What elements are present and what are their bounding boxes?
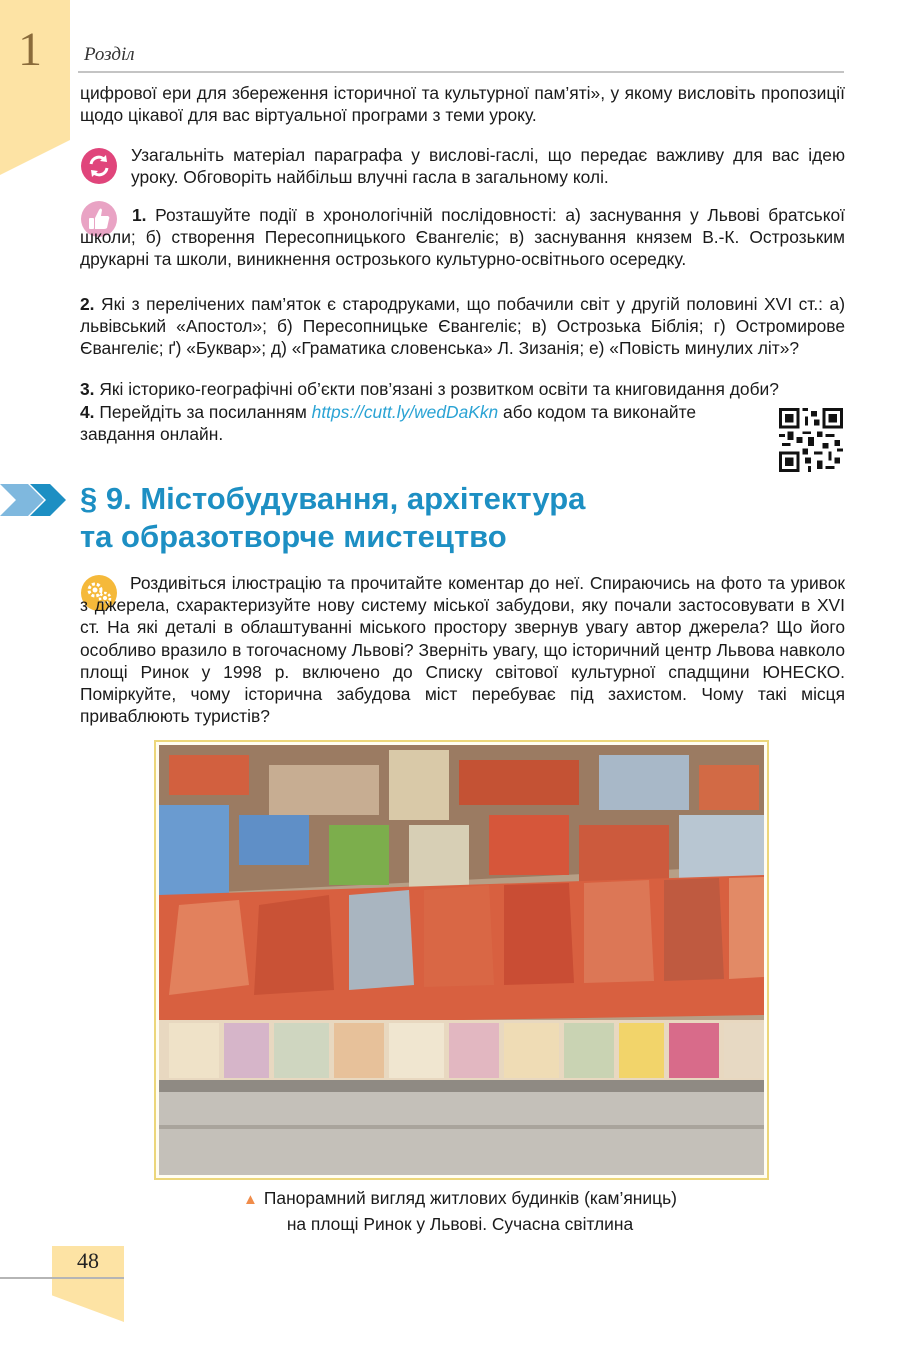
footer-divider	[0, 1277, 124, 1279]
question-1: 1. Розташуйте події в хронологічній послідовності: а) заснування у Львові братської школи; б) створення Пересопницького Євангеліє; в) заснування князем В.-К. Острозьким друкарні та школи, виникнення острозького культурно-освітнього осередку.	[80, 205, 845, 270]
summary-task-text: Узагальніть матеріал параграфа у вислові-гаслі, що передає важливу для вас ідею уроку. Обговоріть найбільш влучні гасла в загальному колі.	[131, 145, 845, 188]
page-number: 48	[77, 1248, 99, 1273]
figure-frame	[154, 740, 769, 1180]
lviv-rynok-square-photo	[159, 745, 764, 1175]
triangle-marker-icon: ▲	[243, 1191, 258, 1208]
refresh-icon	[80, 147, 118, 185]
double-chevron-right-icon	[0, 480, 70, 520]
header-divider	[78, 71, 844, 73]
section-title: § 9. Містобудування, архітектура та образотворче мистецтво	[80, 481, 586, 554]
question-4: 4. Перейдіть за посиланням https://cutt.ly/wedDaKkn або кодом та виконайте завдання онлайн.	[80, 402, 697, 445]
chapter-label: Розділ	[84, 44, 135, 65]
question-2: 2. Які з перелічених пам’яток є стародруками, що побачили світ у другій половині XVI ст.: а) львівський «Апостол»; б) Пересопницьке Євангеліє; в) Острозька Біблія; г) Остромирове Євангеліє; ґ) «Буквар»; д) «Граматика словенська» Л. Зизанія; е) «Повість минулих літ»?	[80, 294, 845, 359]
intro-paragraph: цифрової ери для збереження історичної та культурної пам’яті», у якому висловіть пропозиції щодо цікавої для вас віртуальної програми з теми уроку.	[80, 83, 845, 126]
chapter-number: 1	[18, 23, 42, 76]
online-task-link[interactable]: https://cutt.ly/wedDaKkn	[311, 402, 499, 422]
qr-code-icon[interactable]	[778, 408, 844, 472]
question-3: 3. Які історико-географічні об’єкти пов’язані з розвитком освіти та книговидання доби?	[80, 379, 779, 399]
figure-caption: ▲ Панорамний вигляд житлових будинків (кам’яниць) на площі Ринок у Львові. Сучасна світлина	[243, 1188, 677, 1234]
task-paragraph: Роздивіться ілюстрацію та прочитайте коментар до неї. Спираючись на фото та уривок з джерела, схарактеризуйте нову систему міської забудови, яку почали застосовувати в XVI ст. На які деталі в облаштуванні міського простору звернув увагу автор джерела? Що його особливо вразило в тогочасному Львові? Зверніть увагу, що історичний центр Львова навколо площі Ринок у 1998 р. включено до Списку світової культурної спадщини ЮНЕСКО. Поміркуйте, чому історична забудова міст перебуває під захистом. Чому такі місця приваблюють туристів?	[80, 573, 845, 727]
